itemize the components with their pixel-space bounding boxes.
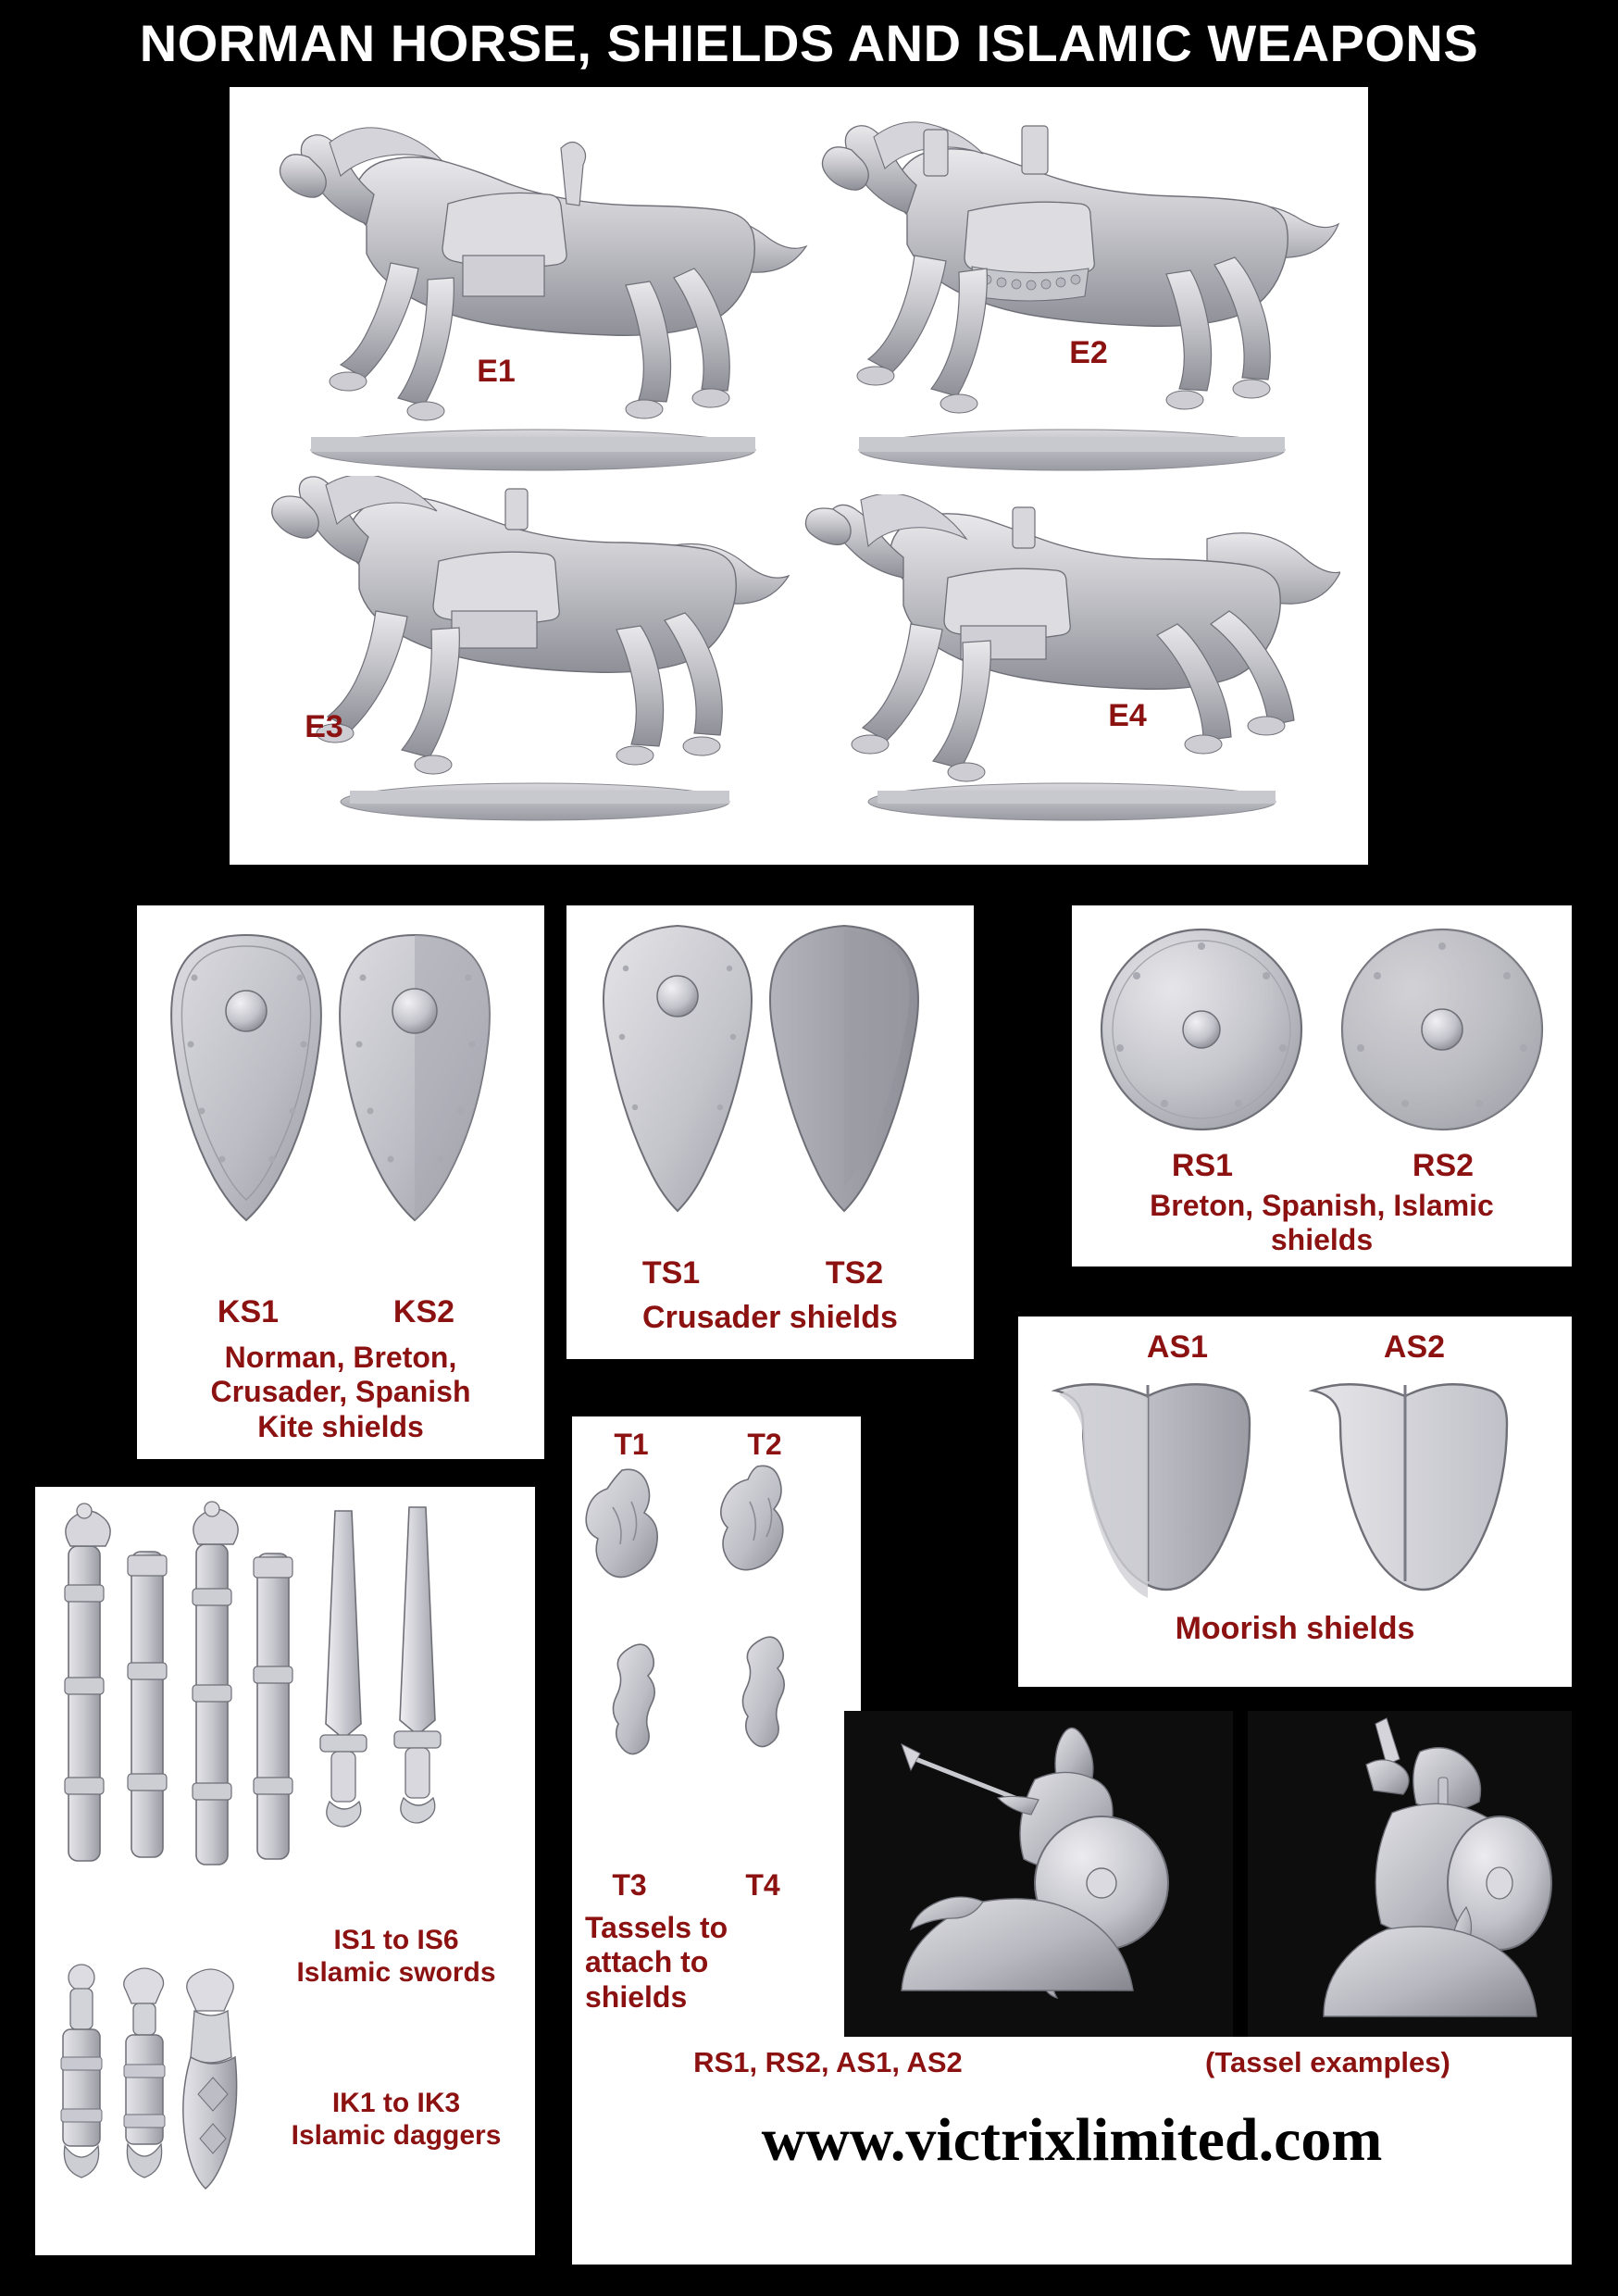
daggers-caption-line-2: Islamic daggers	[291, 2120, 502, 2152]
round-caption-line-1: Breton, Spanish, Islamic	[1150, 1189, 1494, 1222]
moorish-shields-caption: Moorish shields	[1175, 1611, 1415, 1646]
tassels-caption-line-2: attach to	[585, 1945, 709, 1979]
horses-panel	[230, 87, 1368, 865]
islamic-weapons-panel	[35, 1487, 535, 2255]
horse-figure-e3	[257, 476, 794, 828]
tassel-code-t2: T2	[747, 1428, 782, 1461]
moorish-shield-code-as1: AS1	[1146, 1329, 1209, 1365]
round-shields-caption	[1072, 1189, 1572, 1258]
tassels-caption-line-1: Tassels to	[585, 1911, 728, 1944]
teardrop-shields-panel	[566, 905, 974, 1359]
round-caption-line-2: shields	[1270, 1223, 1374, 1257]
round-shield-code-rs2: RS2	[1412, 1148, 1475, 1183]
tassels-caption-line-3: shields	[585, 1979, 688, 2014]
horse-figure-e4	[803, 494, 1340, 828]
swords-caption-line-2: Islamic swords	[296, 1957, 496, 1989]
kite-caption-line-2: Crusader, Spanish	[210, 1375, 471, 1409]
kite-shields-caption	[146, 1341, 535, 1444]
swords-caption-line-1: IS1 to IS6	[333, 1925, 459, 1955]
round-shields-panel	[1072, 905, 1572, 1267]
page-title: NORMAN HORSE, SHIELDS AND ISLAMIC WEAPONS	[139, 14, 1479, 72]
tassel-code-t1: T1	[614, 1428, 649, 1461]
islamic-daggers-caption	[257, 2087, 535, 2152]
tassel-code-t4: T4	[745, 1868, 780, 1902]
daggers-caption-line-1: IK1 to IK3	[331, 2088, 461, 2118]
islamic-swords-caption	[257, 1924, 535, 1989]
horse-figure-e2	[803, 115, 1340, 476]
teardrop-shields-caption: Crusader shields	[642, 1300, 898, 1335]
moorish-shields-panel	[1018, 1316, 1572, 1687]
tassel-code-t3: T3	[612, 1868, 647, 1902]
kite-caption-line-3: Kite shields	[257, 1409, 424, 1443]
horse-label-e4: E4	[1108, 698, 1147, 733]
round-shield-code-rs1: RS1	[1171, 1148, 1234, 1183]
kite-shield-code-ks2: KS2	[392, 1294, 455, 1329]
kite-shield-code-ks1: KS1	[217, 1294, 280, 1329]
horse-figure-e1	[255, 115, 811, 476]
horse-label-e3: E3	[305, 709, 343, 744]
example-right-caption: (Tassel examples)	[1205, 2046, 1450, 2078]
teardrop-shield-code-ts2: TS2	[825, 1255, 884, 1291]
horse-label-e2: E2	[1069, 335, 1108, 370]
example-captions-row	[572, 2046, 1572, 2079]
shield-example-photo-left	[844, 1711, 1233, 2037]
teardrop-shield-code-ts1: TS1	[641, 1255, 701, 1291]
horse-label-e1: E1	[477, 354, 516, 389]
kite-caption-line-1: Norman, Breton,	[224, 1341, 457, 1374]
moorish-shield-code-as2: AS2	[1383, 1329, 1446, 1365]
tassels-panel	[572, 1416, 861, 2037]
kite-shields-panel	[137, 905, 544, 1459]
shield-example-photo-right	[1248, 1711, 1572, 2037]
website-url[interactable]: www.victrixlimited.com	[761, 2106, 1383, 2174]
example-left-caption: RS1, RS2, AS1, AS2	[693, 2046, 963, 2078]
tassels-caption	[572, 1911, 816, 2015]
